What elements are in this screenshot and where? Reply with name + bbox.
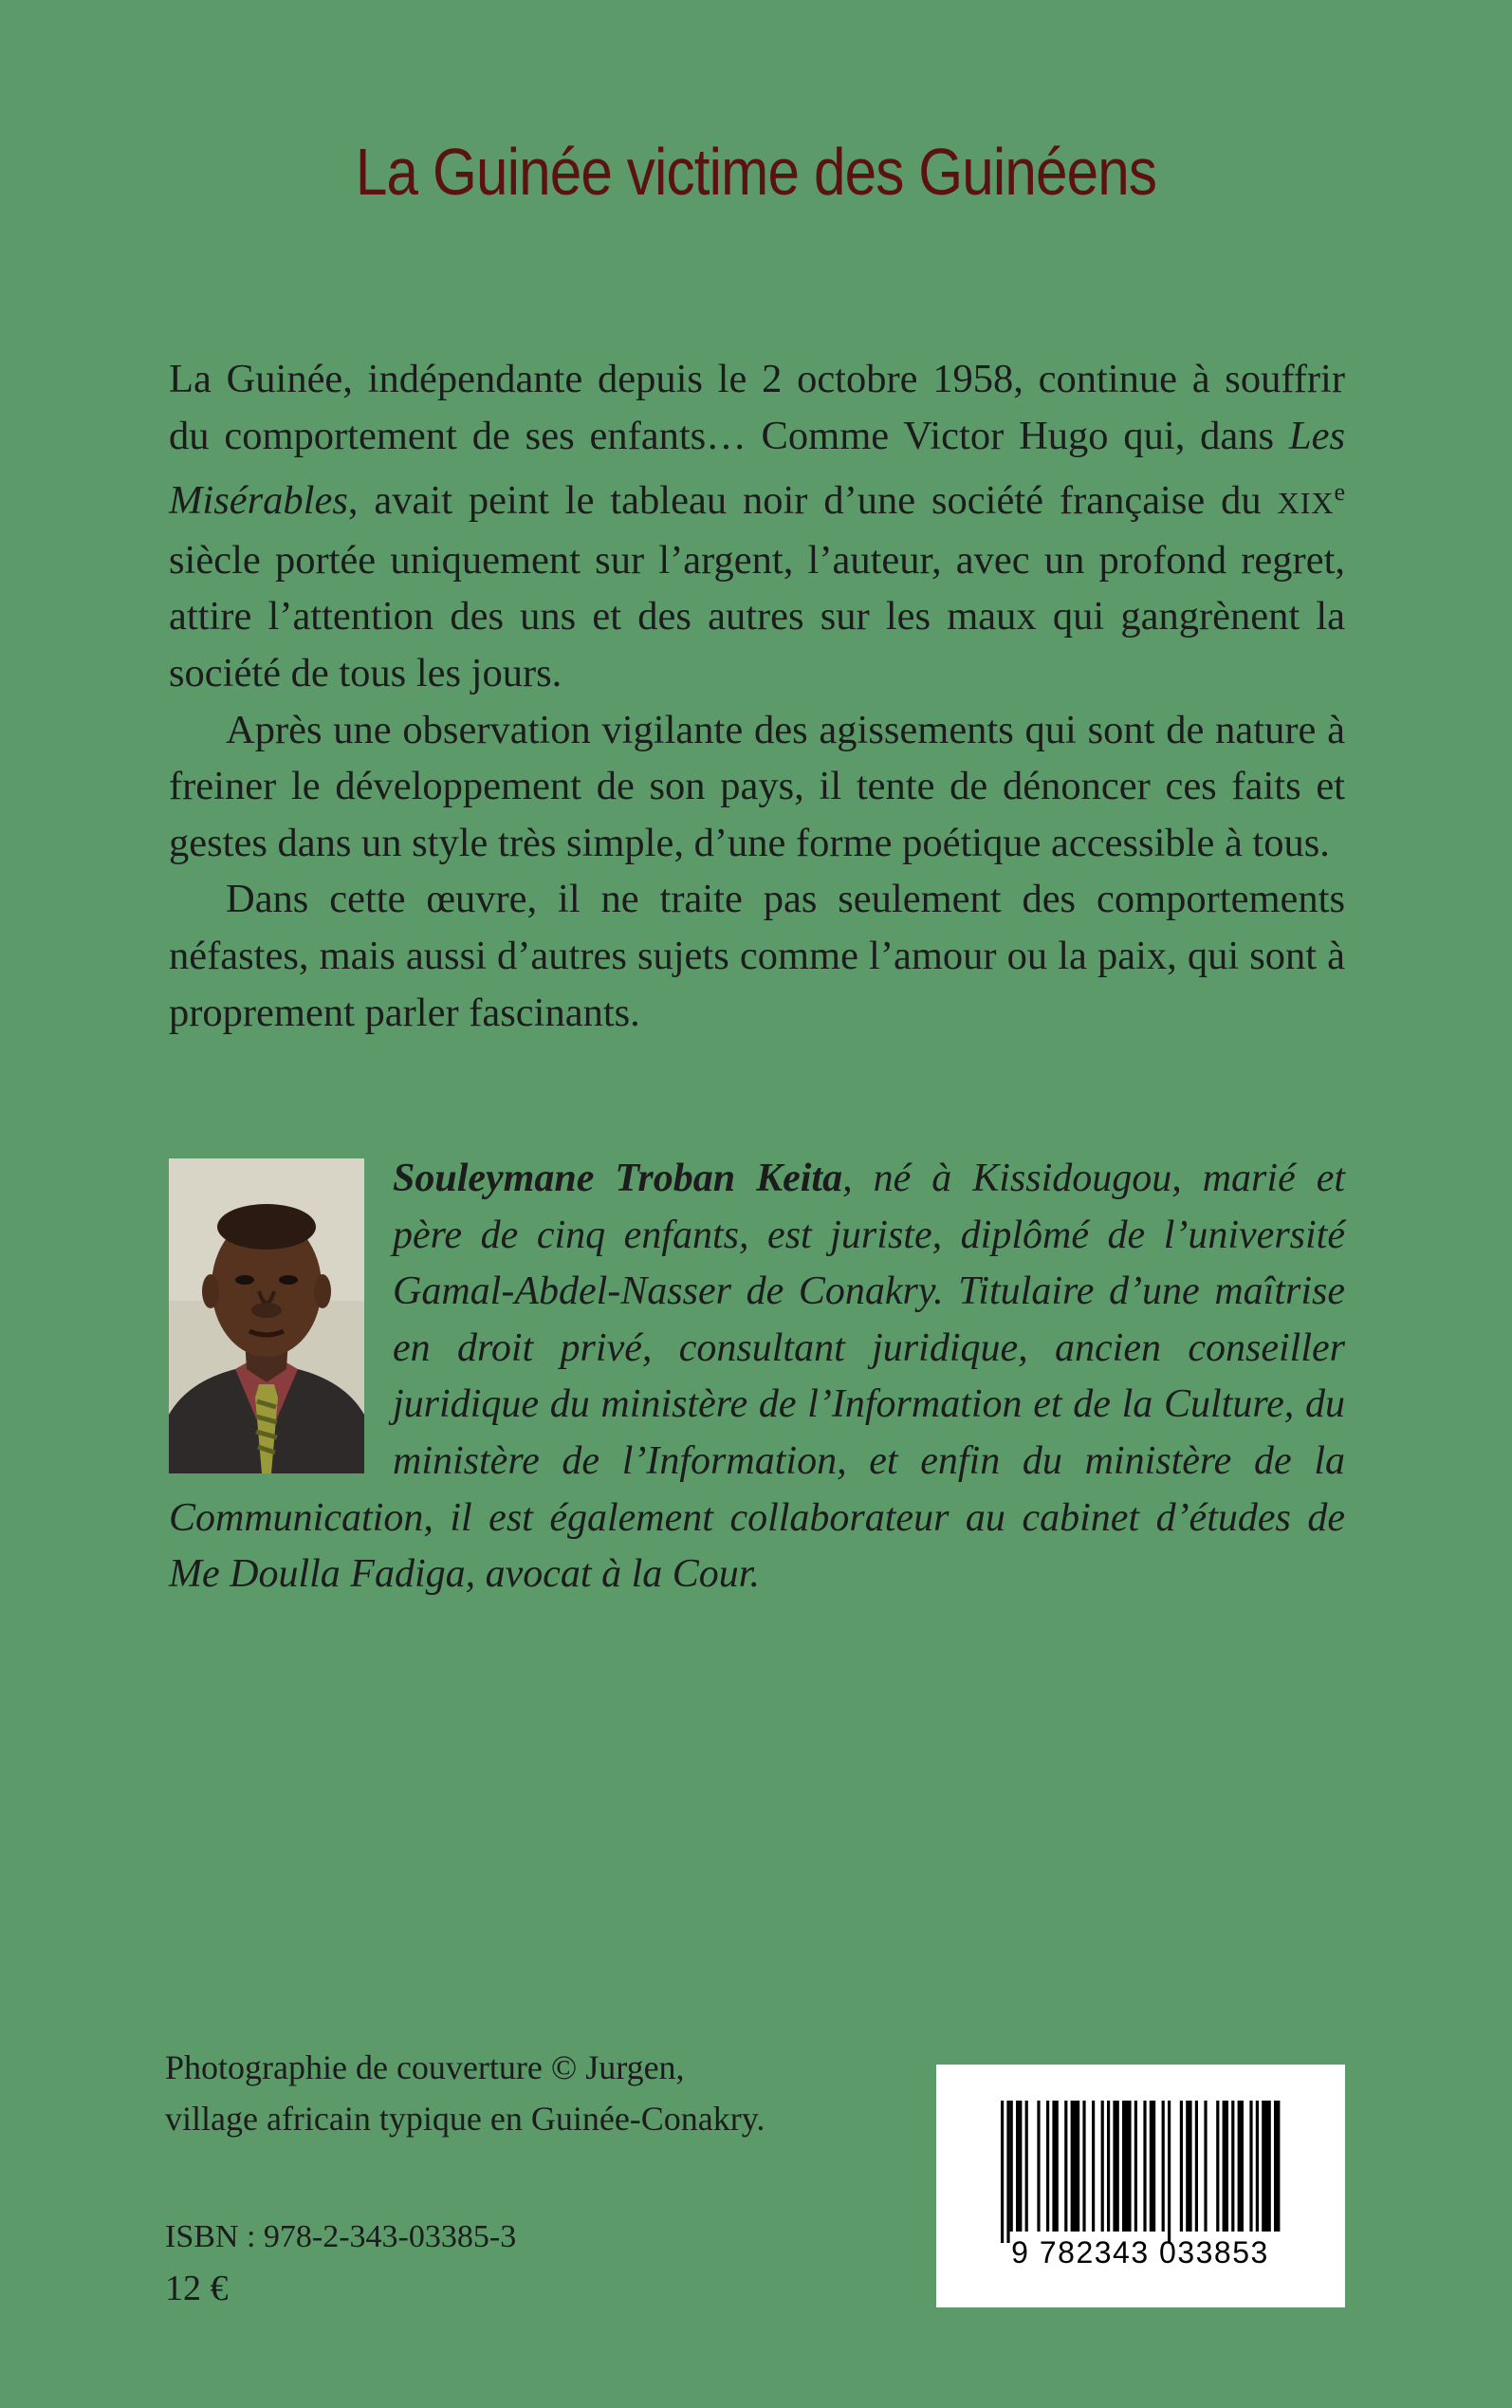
barcode-bar — [1238, 2101, 1244, 2232]
author-portrait-image — [169, 1158, 364, 1473]
book-title: La Guinée victime des Guinéens — [355, 135, 1157, 209]
summary-paragraph-1 — [169, 351, 1345, 702]
barcode-bar — [1037, 2101, 1040, 2232]
barcode-bar — [1150, 2101, 1155, 2232]
barcode-bar — [1168, 2101, 1171, 2243]
barcode-bar — [1262, 2101, 1271, 2232]
barcode-bar — [1006, 2101, 1009, 2243]
barcode-bar — [1010, 2101, 1013, 2232]
barcode-bar — [1186, 2101, 1191, 2232]
barcode-bar — [1092, 2101, 1095, 2232]
barcode-bar — [1231, 2101, 1234, 2232]
century-superscript: e — [1334, 478, 1345, 507]
barcode-digits: 9 782343 033853 — [1011, 2235, 1269, 2269]
barcode-bar — [1071, 2101, 1080, 2232]
isbn-number: ISBN : 978-2-343-03385-3 — [165, 2219, 517, 2254]
barcode-bar — [1101, 2101, 1104, 2232]
cited-work-title: Les Misérables — [169, 413, 1345, 524]
author-bio — [169, 1151, 1345, 1603]
barcode-bar — [1195, 2101, 1198, 2232]
barcode-bar — [1025, 2101, 1028, 2232]
barcode-bar — [1052, 2101, 1058, 2232]
barcode-bar — [1082, 2101, 1085, 2232]
author-name: Souleymane Troban Keita — [393, 1157, 843, 1200]
barcode-bar — [1256, 2101, 1259, 2232]
back-cover-summary — [169, 351, 1345, 1041]
barcode-bar — [1134, 2101, 1137, 2232]
barcode-bar — [1143, 2101, 1146, 2232]
barcode-bar — [1046, 2101, 1049, 2232]
barcode-panel — [936, 2065, 1345, 2307]
barcode-bar — [1204, 2101, 1207, 2232]
barcode-bar — [1064, 2101, 1067, 2232]
barcode-bar — [1223, 2101, 1228, 2232]
summary-p1-start: La Guinée, indépendante depuis le 2 octobre 1958, continue à souffrir du comportement de ses enfants… Comme Victor Hugo qui, dans — [169, 357, 1345, 458]
summary-paragraph-3: Dans cette œuvre, il ne traite pas seulement des comportements néfastes, mais aussi d’autres sujets comme l’amour ou la paix, qui sont à proprement parler fascinants. — [169, 877, 1345, 1035]
author-photo — [169, 1158, 364, 1473]
barcode-bar — [1122, 2101, 1132, 2232]
credit-line-1: Photographie de couverture © Jurgen, — [165, 2048, 685, 2086]
summary-paragraph-2: Après une observation vigilante des agissements qui sont de nature à freiner le développement de son pays, il tente de dénoncer ces faits et gestes dans un style très simple, d’une forme poétique accessible à tous. — [169, 707, 1345, 865]
barcode-bar — [1180, 2101, 1183, 2232]
barcode-bar — [1016, 2101, 1022, 2232]
century-numeral: XIX — [1277, 486, 1335, 521]
barcode-bar — [1249, 2101, 1252, 2232]
cover-photo-credit — [165, 2042, 765, 2144]
isbn-barcode — [1001, 2101, 1282, 2243]
book-price: 12 € — [165, 2269, 229, 2308]
summary-p1-end: siècle portée uniquement sur l’argent, l’auteur, avec un profond regret, attire l’attention des uns et des autres sur les maux qui gangrènent la société de tous les jours. — [169, 537, 1345, 695]
barcode-bar — [1274, 2101, 1280, 2232]
author-biography-text: , né à Kissidougou, marié et père de cinq enfants, est juriste, diplômé de l’université Gamal-Abdel-Nasser de Conakry. Titulaire d’une maîtrise en droit privé, consultant juridique, ancien conseiller juridique du ministère de l’Information et de la Culture, du ministère de l’Information, et enfin du ministère de la Communication, il est également collaborateur au cabinet d’études de Me Doulla Fadiga, avocat à la Cour. — [169, 1157, 1345, 1597]
barcode-bar — [1001, 2101, 1004, 2243]
barcode-bar — [1162, 2101, 1165, 2232]
barcode-bar — [1216, 2101, 1219, 2232]
barcode-bar — [1107, 2101, 1110, 2232]
credit-line-2: village africain typique en Guinée-Conakry. — [165, 2100, 765, 2138]
barcode-bar — [1113, 2101, 1118, 2232]
summary-p1-middle: , avait peint le tableau noir d’une société française du — [347, 478, 1278, 524]
